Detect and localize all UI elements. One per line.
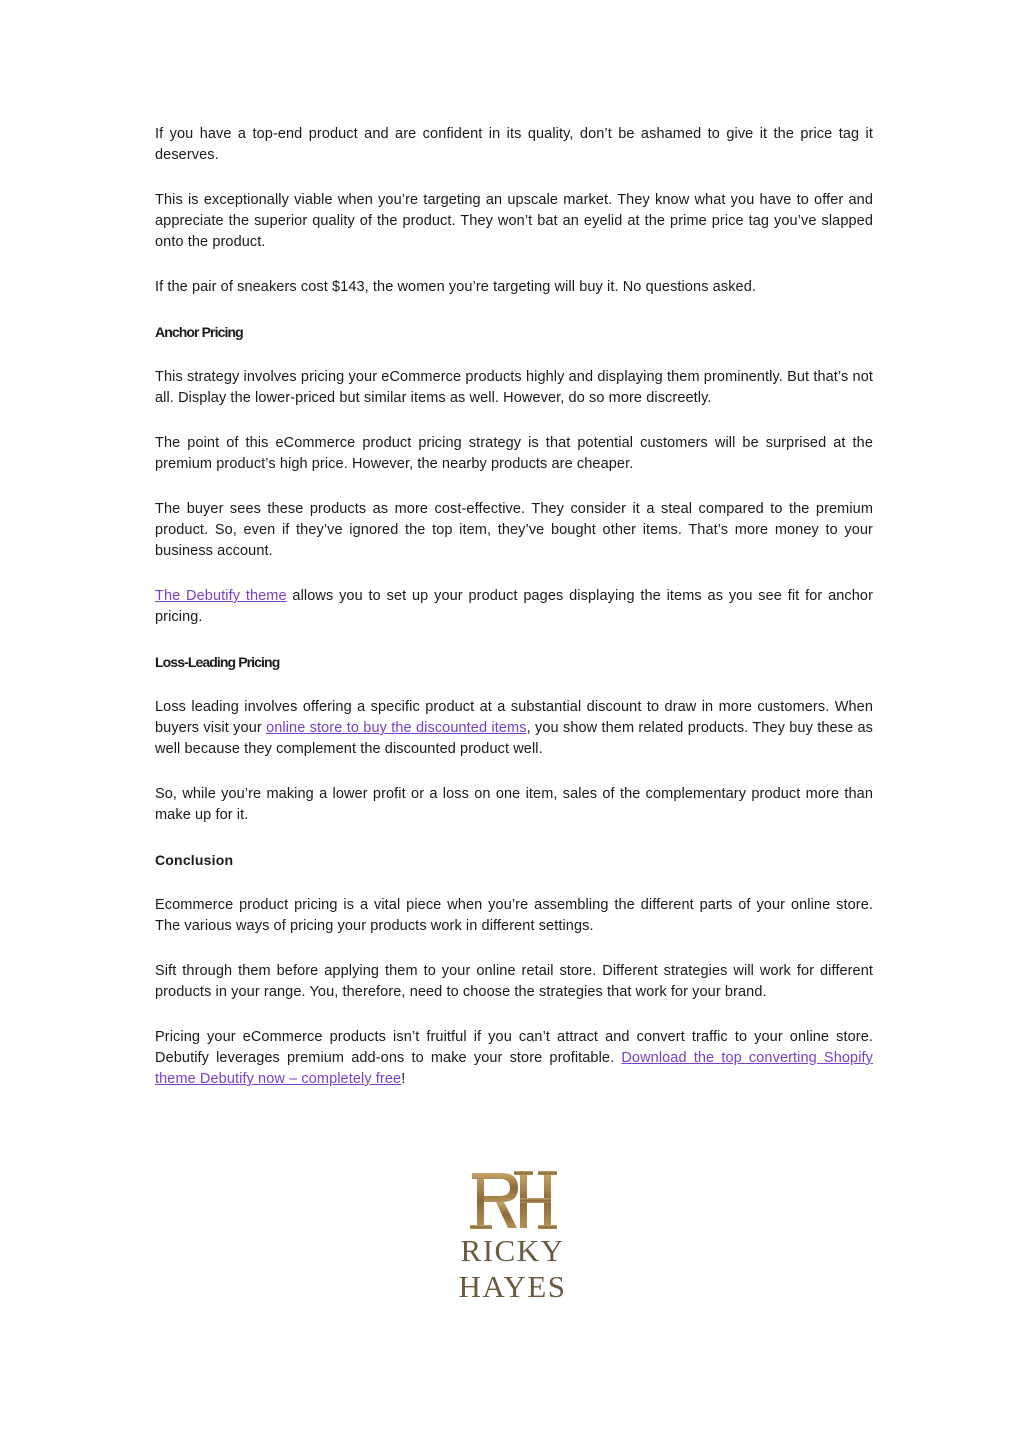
download-debutify-link[interactable]: Download the top converting Shopify theme Debutify now – completely free [155, 1050, 873, 1087]
debutify-theme-link[interactable]: The Debutify theme [155, 588, 287, 604]
paragraph-text: allows you to set up your product pages displaying the items as you see fit for anchor pricing. [155, 588, 874, 625]
paragraph: This is exceptionally viable when you’re targeting an upscale market. They know what you have to offer and appreciate the superior quality of the product. They won’t bat an eyelid at the prime price tag you’ve slapped onto the product. [155, 192, 873, 250]
rh-monogram-icon [410, 1165, 615, 1235]
paragraph: This strategy involves pricing your eCommerce products highly and displaying them prominently. But that’s not all. Display the lower-priced but similar items as well. However, do so more discreetly. [155, 369, 873, 406]
heading-loss-leading: Loss-Leading Pricing [155, 654, 280, 670]
paragraph-text: Loss leading involves offering a specific product at a substantial discount to draw in more customers. When buyers visit your [155, 699, 873, 736]
paragraph: If the pair of sneakers cost $143, the women you’re targeting will buy it. No questions asked. [155, 279, 756, 295]
logo-wordmark: RICKY HAYES [458, 1233, 567, 1304]
paragraph-text: ! [401, 1071, 406, 1087]
paragraph: Sift through them before applying them to your online retail store. Different strategies will work for different products in your range. You, therefore, need to choose the strategies that work for your brand. [155, 963, 873, 1000]
paragraph-text: Pricing your eCommerce products isn’t fruitful if you can’t attract and convert traffic to your online store. Debutify leverages premium add-ons to make your store profitable. [155, 1029, 873, 1066]
document-body [155, 124, 873, 1090]
heading-conclusion: Conclusion [155, 852, 234, 868]
paragraph [155, 1027, 873, 1090]
paragraph [155, 586, 873, 628]
paragraph: Ecommerce product pricing is a vital piece when you’re assembling the different parts of your online store. The various ways of pricing your products work in different settings. [155, 897, 873, 934]
heading-anchor-pricing: Anchor Pricing [155, 324, 243, 340]
paragraph [155, 697, 873, 760]
paragraph: If you have a top-end product and are confident in its quality, don’t be ashamed to give it the price tag it deserves. [155, 126, 873, 163]
paragraph: So, while you’re making a lower profit or a loss on one item, sales of the complementary product more than make up for it. [155, 786, 873, 823]
ricky-hayes-logo [410, 1165, 615, 1304]
paragraph: The point of this eCommerce product pricing strategy is that potential customers will be surprised at the premium product’s high price. However, the nearby products are cheaper. [155, 435, 873, 472]
paragraph: The buyer sees these products as more cost-effective. They consider it a steal compared to the premium product. So, even if they’ve ignored the top item, they’ve bought other items. That’s more money to your business account. [155, 501, 873, 559]
paragraph-text: , you show them related products. They buy these as well because they complement the discounted product well. [155, 720, 874, 757]
online-store-link[interactable]: online store to buy the discounted items [266, 720, 527, 736]
